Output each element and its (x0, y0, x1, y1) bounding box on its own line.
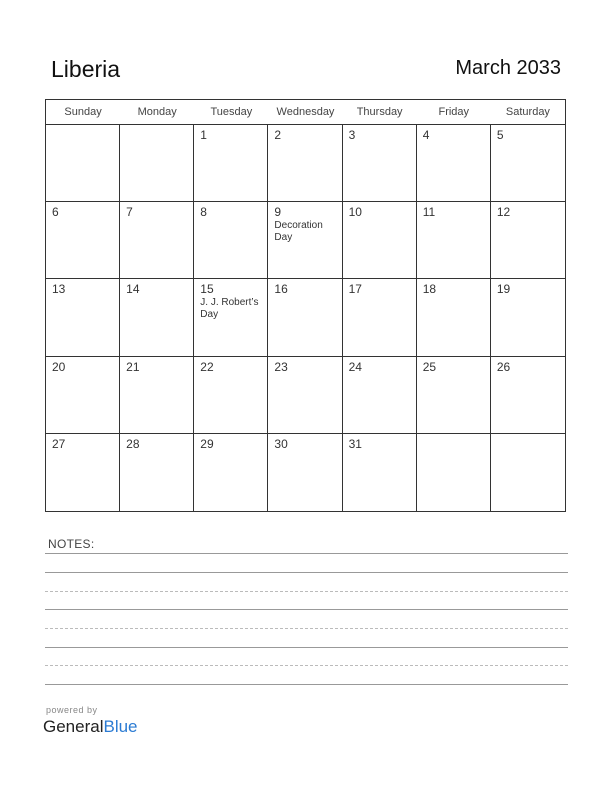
notes-line (45, 684, 568, 685)
calendar-day-cell (343, 434, 417, 511)
day-number: 17 (348, 282, 362, 297)
calendar-day-cell (120, 125, 194, 202)
day-number: 15 (200, 282, 214, 297)
weekday-label: Thursday (356, 106, 403, 118)
day-number: 24 (348, 359, 362, 374)
day-number: 22 (200, 359, 214, 374)
day-number: 6 (52, 205, 59, 220)
notes-label: NOTES: (48, 537, 95, 551)
day-number: 9 (274, 205, 282, 220)
calendar-day-cell (46, 357, 120, 434)
calendar-day-cell (194, 202, 268, 279)
calendar-day-cell (491, 125, 565, 202)
country-title: Liberia (51, 56, 121, 82)
weekday-label: Sunday (64, 106, 102, 118)
weekday-header (46, 100, 565, 125)
calendar-days (46, 125, 565, 511)
day-number: 1 (200, 128, 207, 142)
weekday-label: Wednesday (276, 106, 335, 118)
calendar-day-cell (417, 279, 491, 356)
calendar-day-cell (268, 357, 342, 434)
calendar-day-cell (268, 202, 342, 279)
calendar-day-cell (343, 125, 417, 202)
day-number: 31 (348, 436, 362, 451)
powered-by-text: powered by (46, 705, 98, 715)
calendar-day-cell (491, 279, 565, 356)
calendar-day-cell (417, 125, 491, 202)
weekday-label: Monday (137, 106, 177, 118)
day-number: 10 (348, 205, 362, 220)
calendar-day-cell (120, 357, 194, 434)
day-number: 21 (126, 359, 140, 374)
day-number: 14 (126, 282, 140, 297)
calendar-day-cell (417, 202, 491, 279)
calendar-day-cell (343, 357, 417, 434)
calendar-day-cell (491, 357, 565, 434)
day-number: 18 (422, 282, 437, 297)
calendar-day-cell (491, 434, 565, 511)
calendar-day-cell (491, 202, 565, 279)
calendar-day-cell (268, 125, 342, 202)
calendar-grid (45, 99, 566, 512)
calendar-day-cell (46, 279, 120, 356)
holiday-label: Decoration Day (274, 220, 323, 244)
day-number: 19 (496, 282, 511, 297)
day-number: 2 (274, 128, 282, 142)
day-number: 4 (422, 128, 430, 142)
notes-line (45, 572, 568, 573)
day-number: 13 (52, 282, 66, 297)
calendar-day-cell (120, 279, 194, 356)
notes-line (45, 609, 568, 610)
calendar-day-cell (417, 434, 491, 511)
calendar-day-cell (417, 357, 491, 434)
calendar-day-cell (194, 434, 268, 511)
day-number: 16 (274, 282, 288, 297)
calendar-day-cell (194, 125, 268, 202)
day-number: 20 (52, 359, 66, 374)
day-number: 11 (422, 205, 436, 220)
weekday-label: Friday (438, 106, 470, 118)
calendar-day-cell (46, 125, 120, 202)
day-number: 27 (52, 436, 66, 451)
calendar-day-cell (268, 279, 342, 356)
calendar-day-cell (46, 202, 120, 279)
calendar-day-cell (46, 434, 120, 511)
calendar-day-cell (194, 357, 268, 434)
calendar-day-cell (343, 279, 417, 356)
day-number: 29 (200, 436, 214, 451)
brand-logo[interactable] (43, 717, 138, 737)
month-year-title: March 2033 (455, 57, 561, 79)
notes-line (45, 553, 568, 554)
day-number: 30 (274, 436, 288, 451)
notes-line (45, 647, 568, 648)
day-number: 23 (274, 359, 288, 374)
calendar-day-cell (343, 202, 417, 279)
calendar-day-cell (120, 434, 194, 511)
calendar-day-cell (268, 434, 342, 511)
day-number: 12 (496, 205, 511, 220)
day-number: 28 (126, 436, 140, 451)
notes-line (45, 591, 568, 592)
weekday-label: Tuesday (210, 106, 253, 118)
day-number: 3 (348, 128, 356, 142)
holiday-label: J. J. Robert’s Day (200, 297, 259, 321)
calendar-day-cell (194, 279, 268, 356)
day-number: 5 (496, 128, 504, 142)
brand-general: General (43, 717, 104, 736)
notes-line (45, 665, 568, 666)
weekday-label: Saturday (505, 106, 550, 118)
brand-blue: Blue (103, 717, 138, 736)
day-number: 26 (496, 359, 511, 374)
notes-line (45, 628, 568, 629)
calendar-day-cell (120, 202, 194, 279)
day-number: 25 (422, 359, 437, 374)
day-number: 7 (126, 205, 133, 220)
day-number: 8 (200, 205, 207, 220)
